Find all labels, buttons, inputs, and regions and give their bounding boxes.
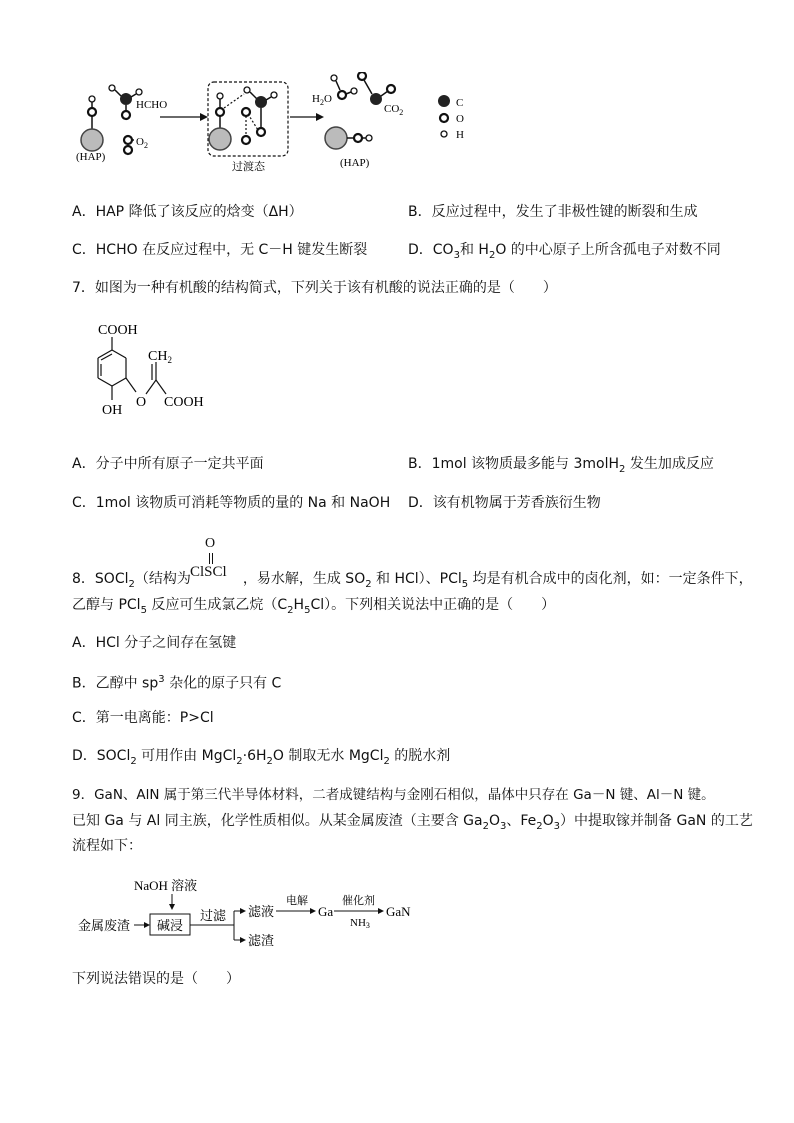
q7-option-c: C．1mol 该物质可消耗等物质的量的 Na 和 NaOH — [72, 495, 391, 511]
q8-stem-line2: 乙醇与 PCl$_5$ 反应可生成氯乙烷$(C_2H_5Cl)$。下列相关说法中正确的是（ ） — [72, 597, 556, 616]
o2-molecule — [124, 136, 134, 154]
o2-label: $O_2$ — [136, 136, 148, 150]
q6-option-b: B．反应过程中，发生了非极性键的断裂和生成 — [408, 204, 698, 220]
q8-stem-line1: 8．SOCl$_2$（结构为 ，易水解，生成 $SO_2$ 和 HCl）、PCl$_5$ 均是有机合成中的卤化剂，如：一定条件下， — [72, 571, 753, 590]
q8-option-a: A．HCl 分子之间存在氢键 — [72, 635, 237, 651]
q9-stem-line2: 已知 Ga 与 Al 同主族，化学性质相似。从某金属废渣（主要含 $Ga_2O_3$、$Fe_2O_3$）中提取镓并制备 GaN 的工艺 — [72, 813, 753, 832]
q6-option-d: D．$CO_3$和 $H_2O$ 的中心原子上所含孤电子对数不同 — [408, 242, 721, 261]
hap-right-label: (HAP) — [340, 157, 370, 169]
flow-electrolysis: 电解 — [286, 895, 308, 907]
flow-naoh: NaOH 溶液 — [134, 878, 198, 893]
q7-option-d: D．该有机物属于芳香族衍生物 — [408, 495, 601, 511]
legend-o: O — [456, 113, 464, 125]
flow-gan: GaN — [386, 904, 411, 919]
legend-c: C — [456, 97, 464, 109]
q8-option-b: B．乙醇中 $sp^3$ 杂化的原子只有 C — [72, 674, 282, 692]
flow-catalyst: 催化剂 — [342, 895, 375, 907]
q8-option-d: D．SOCl$_2$ 可用作由 $MgCl_2\cdot 6H_2O$ 制取无水 MgCl$_2$ 的脱水剂 — [72, 748, 451, 767]
legend-h: H — [456, 129, 464, 141]
transition-state-molecule — [209, 87, 277, 150]
q9-process-flow — [76, 876, 436, 956]
reaction-mechanism-figure — [70, 72, 490, 182]
flow-leach: 碱浸 — [157, 918, 184, 933]
hcho-label: HCHO — [136, 99, 168, 111]
h2o-molecule — [331, 75, 357, 99]
flow-nh3: NH3 — [350, 917, 370, 930]
flow-waste: 金属废渣 — [78, 918, 131, 933]
socl2-struct-o: O — [205, 536, 216, 551]
o-label: O — [136, 395, 147, 410]
q7-stem: 7．如图为一种有机酸的结构简式，下列关于该有机酸的说法正确的是（ ） — [72, 280, 557, 296]
q7-structure — [90, 318, 230, 422]
q9-question: 下列说法错误的是（ ） — [72, 971, 240, 987]
h2o-label: $H_2O$ — [312, 93, 332, 107]
hap-right-molecule — [325, 127, 372, 149]
hap-left-label: (HAP) — [76, 151, 106, 163]
co2-label: $CO_2$ — [384, 103, 404, 117]
q7-option-b: B．1mol 该物质最多能与 3molH$_2$ 发生加成反应 — [408, 456, 714, 475]
co2-molecule — [358, 72, 395, 105]
flow-residue: 滤渣 — [248, 933, 275, 948]
oh-label: OH — [102, 403, 123, 418]
atom-legend — [438, 95, 464, 141]
flow-filtrate: 滤液 — [248, 904, 275, 919]
socl2-double-bond — [209, 553, 210, 564]
hap-left-molecule — [81, 96, 103, 151]
q7-option-a: A．分子中所有原子一定共平面 — [72, 456, 264, 472]
q6-option-a: A．HAP 降低了该反应的焓变（ΔH） — [72, 204, 303, 220]
cooh-right-label: COOH — [164, 395, 204, 410]
q9-stem-line1: 9．GaN、AlN 属于第三代半导体材料，二者成键结构与金刚石相似，晶体中只存在 Ga－N 键、Al－N 键。 — [72, 787, 715, 803]
flow-filter: 过滤 — [200, 908, 227, 923]
q8-option-c: C．第一电离能：P>Cl — [72, 710, 214, 726]
cooh-top-label: COOH — [98, 323, 138, 338]
q9-stem-line3: 流程如下： — [72, 838, 142, 854]
socl2-struct-main: ClSCl — [190, 564, 227, 580]
transition-state-label: 过渡态 — [232, 160, 265, 173]
ch2-label: $CH_2$ — [148, 349, 172, 365]
flow-ga: Ga — [318, 904, 334, 919]
q6-option-c: C．HCHO 在反应过程中，无 C－H 键发生断裂 — [72, 242, 368, 258]
